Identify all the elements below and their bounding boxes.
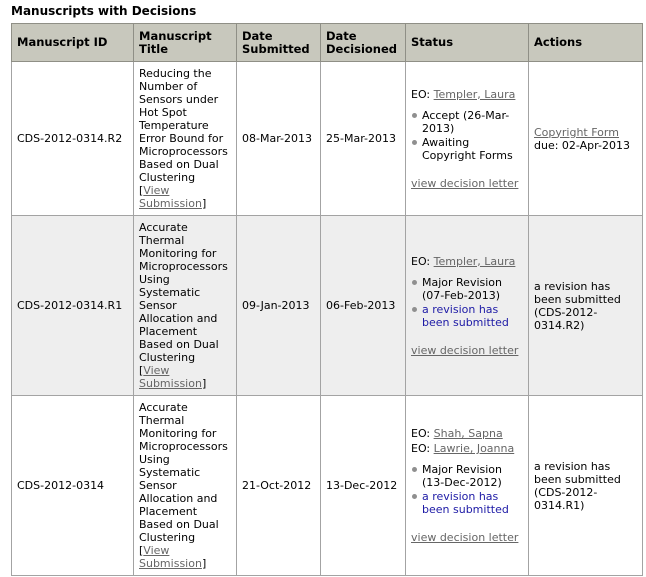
bullet-icon xyxy=(412,140,417,145)
header-status: Status xyxy=(406,24,529,62)
copyright-form-link[interactable]: Copyright Form xyxy=(534,125,619,139)
status-text: Major Revision (13-Dec-2012) xyxy=(422,463,503,489)
eo-link[interactable]: Lawrie, Joanna xyxy=(433,442,515,455)
eo-line xyxy=(411,88,523,101)
eo-link[interactable]: Templer, Laura xyxy=(433,87,516,101)
table-row xyxy=(12,216,643,396)
view-decision-letter-link[interactable]: view decision letter xyxy=(411,176,519,190)
manuscript-id: CDS-2012-0314.R1 xyxy=(12,216,134,396)
status-text: Accept (26-Mar-2013) xyxy=(422,108,510,135)
date-submitted: 09-Jan-2013 xyxy=(237,216,321,396)
status-item xyxy=(411,276,523,302)
actions-cell xyxy=(529,216,643,396)
eo-link[interactable]: Templer, Laura xyxy=(433,254,516,268)
revision-submitted-link[interactable]: a revision has been submitted xyxy=(422,490,509,516)
view-submission-wrapper: [View Submission] xyxy=(139,184,207,210)
date-decisioned: 25-Mar-2013 xyxy=(321,62,406,216)
bullet-icon xyxy=(412,280,417,285)
actions-cell xyxy=(529,396,643,576)
view-submission-wrapper: [View Submission] xyxy=(139,544,207,570)
table-row xyxy=(12,396,643,576)
bullet-icon xyxy=(412,467,417,472)
status-list xyxy=(411,463,523,516)
action-text: a revision has been submitted (CDS-2012-0314.R2) xyxy=(534,279,621,332)
view-submission-link[interactable]: View Submission xyxy=(139,364,202,390)
actions-cell xyxy=(529,62,643,216)
table-header-row xyxy=(12,24,643,62)
manuscript-title-cell xyxy=(134,396,237,576)
header-date-decisioned: Date Decisioned xyxy=(321,24,406,62)
status-item xyxy=(411,303,523,329)
status-list xyxy=(411,276,523,329)
eo-label: EO: xyxy=(411,427,431,440)
status-text: Awaiting Copyright Forms xyxy=(422,135,513,162)
view-decision-letter-link[interactable]: view decision letter xyxy=(411,343,519,357)
eo-label: EO: xyxy=(411,442,431,455)
header-manuscript-title: Manuscript Title xyxy=(134,24,237,62)
date-decisioned: 13-Dec-2012 xyxy=(321,396,406,576)
status-text: Major Revision (07-Feb-2013) xyxy=(422,275,503,302)
view-submission-wrapper: [View Submission] xyxy=(139,364,207,390)
due-date-text: due: 02-Apr-2013 xyxy=(534,138,630,152)
date-submitted: 21-Oct-2012 xyxy=(237,396,321,576)
status-item xyxy=(411,109,523,135)
status-item xyxy=(411,490,523,516)
date-submitted: 08-Mar-2013 xyxy=(237,62,321,216)
table-row xyxy=(12,62,643,216)
bullet-icon xyxy=(412,494,417,499)
status-list xyxy=(411,109,523,162)
status-cell xyxy=(406,396,529,576)
eo-label: EO: xyxy=(411,87,431,101)
bullet-icon xyxy=(412,113,417,118)
eo-label: EO: xyxy=(411,254,431,268)
manuscript-title-cell xyxy=(134,216,237,396)
eo-line xyxy=(411,427,523,440)
status-cell xyxy=(406,62,529,216)
header-actions: Actions xyxy=(529,24,643,62)
bullet-icon xyxy=(412,307,417,312)
date-decisioned: 06-Feb-2013 xyxy=(321,216,406,396)
header-date-submitted: Date Submitted xyxy=(237,24,321,62)
eo-line xyxy=(411,255,523,268)
revision-submitted-link[interactable]: a revision has been submitted xyxy=(422,302,509,329)
manuscript-title-cell xyxy=(134,62,237,216)
eo-link[interactable]: Shah, Sapna xyxy=(433,427,503,440)
action-text: a revision has been submitted (CDS-2012-0314.R1) xyxy=(534,459,621,512)
status-item xyxy=(411,136,523,162)
view-submission-link[interactable]: View Submission xyxy=(139,544,202,570)
header-manuscript-id: Manuscript ID xyxy=(12,24,134,62)
manuscripts-table xyxy=(11,23,643,576)
status-cell xyxy=(406,216,529,396)
status-item xyxy=(411,463,523,489)
eo-line xyxy=(411,442,523,455)
manuscript-title: Accurate Thermal Monitoring for Microprocessors Using Systematic Sensor Allocation and Placement Based on Dual Clustering xyxy=(139,401,228,544)
view-decision-letter-link[interactable]: view decision letter xyxy=(411,531,519,544)
manuscript-title: Accurate Thermal Monitoring for Microprocessors Using Systematic Sensor Allocation and Placement Based on Dual Clustering xyxy=(139,221,228,364)
manuscript-id: CDS-2012-0314 xyxy=(12,396,134,576)
view-submission-link[interactable]: View Submission xyxy=(139,184,202,210)
section-title: Manuscripts with Decisions xyxy=(11,4,197,18)
manuscript-title: Reducing the Number of Sensors under Hot Spot Temperature Error Bound for Microprocessors Based on Dual Clustering xyxy=(139,67,228,184)
manuscript-id: CDS-2012-0314.R2 xyxy=(12,62,134,216)
